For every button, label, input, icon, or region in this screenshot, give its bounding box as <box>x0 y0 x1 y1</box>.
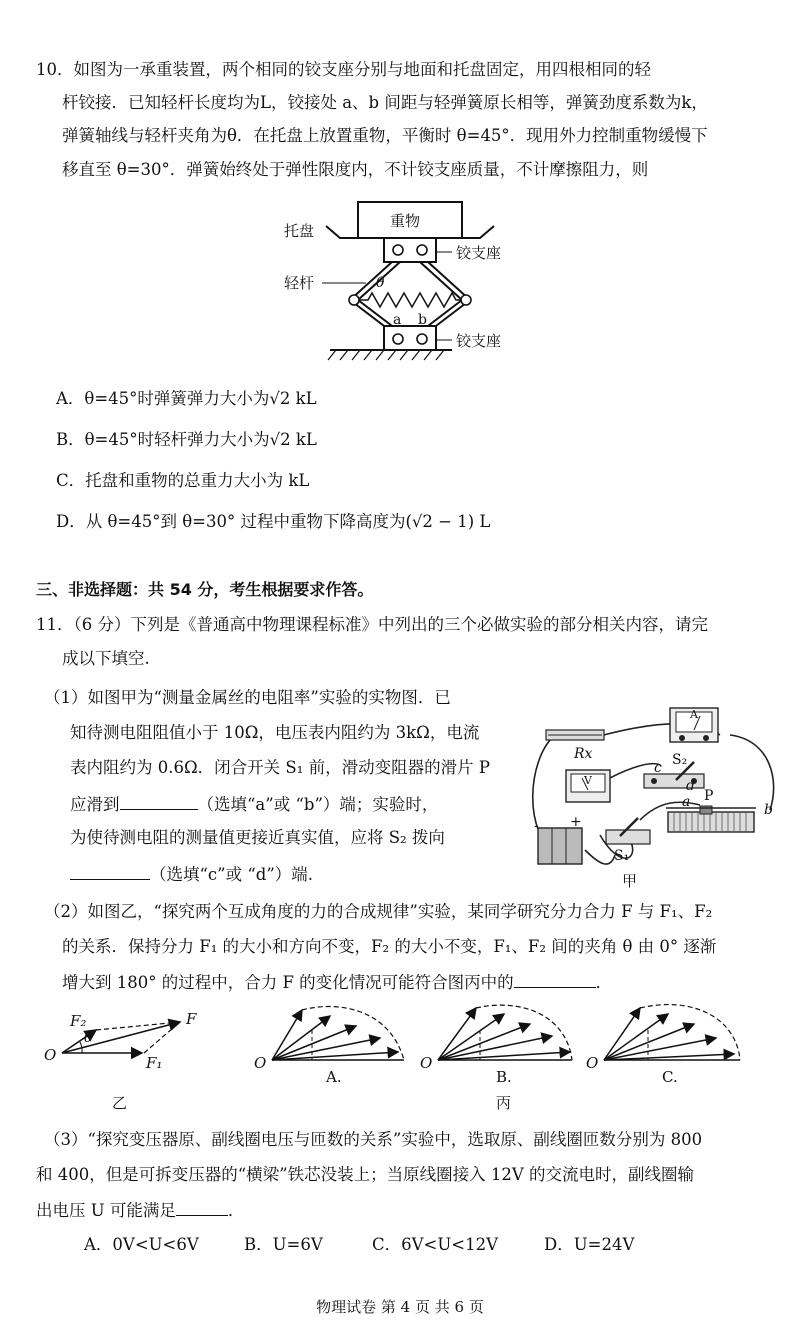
f1-label: F₁ <box>146 1054 163 1072</box>
battery-plus-label: + <box>570 814 582 830</box>
page-footer: 物理试卷 第 4 页 共 6 页 <box>316 1298 484 1316</box>
point-a-label: a <box>393 312 402 328</box>
d-terminal-label: d <box>686 778 695 794</box>
q10-line-2: 杆铰接．已知轻杆长度均为L，铰接处 a、b 间距与轻弹簧原长相等，弹簧劲度系数为k， <box>62 93 708 112</box>
a-end-label: a <box>682 794 691 810</box>
voltmeter-label: V <box>584 774 592 787</box>
q11-p1-line-6-end: （选填“c”或 “d”）端. <box>150 865 314 884</box>
option-c-label: C. <box>662 1068 678 1086</box>
q11-p3-option-c: C．6V<U<12V <box>372 1235 499 1254</box>
q10-option-c: C．托盘和重物的总重力大小为 kL <box>56 471 310 490</box>
q11-p3-end-mark: ． <box>227 1201 245 1220</box>
q11-p2-end-mark: ． <box>595 973 613 992</box>
origin-o-label-yi: O <box>44 1046 57 1064</box>
option-a-label: A. <box>326 1068 342 1086</box>
figure-bing-caption: 丙 <box>496 1094 512 1112</box>
theta-label: θ <box>376 275 385 291</box>
q11-p1-line-4-end: （选填“a”或 “b”）端；实验时， <box>197 795 439 814</box>
rod-label: 轻杆 <box>284 274 315 292</box>
f2-label: F₂ <box>70 1012 87 1030</box>
q11-p2-line-3-text: 增大到 180° 的过程中，合力 F 的变化情况可能符合图丙中的 <box>62 973 514 992</box>
q11-p3-option-d: D．U=24V <box>544 1235 635 1254</box>
section-3-heading: 三、非选择题：共 54 分，考生根据要求作答。 <box>36 580 374 599</box>
q11-p1-line-1: （1）如图甲为“测量金属丝的电阻率”实验的实物图．已 <box>44 688 451 707</box>
q11-p1-line-4-start: 应滑到 <box>70 795 120 814</box>
option-b-label: B. <box>496 1068 512 1086</box>
q10-option-a: A．θ=45°时弹簧弹力大小为√2 kL <box>56 389 317 408</box>
angle-theta-label: θ <box>84 1030 93 1046</box>
q11-p1-line-5: 为使待测电阻的测量值更接近真实值，应将 S₂ 拨向 <box>70 828 445 847</box>
q10-option-b: B．θ=45°时轻杆弹力大小为√2 kL <box>56 430 317 449</box>
answer-blank-4[interactable] <box>176 1197 228 1216</box>
origin-o-label-bing-a: O <box>254 1054 267 1072</box>
q11-p3-option-a: A．0V<U<6V <box>84 1235 199 1254</box>
figure-jia-caption: 甲 <box>622 872 638 890</box>
figure-yi-caption: 乙 <box>112 1094 128 1112</box>
q11-p3-line-3 <box>36 1197 244 1223</box>
weight-label: 重物 <box>390 212 421 230</box>
rx-label: Rx <box>574 746 593 762</box>
hinge-bottom-label: 铰支座 <box>456 332 502 350</box>
q10-option-d: D．从 θ=45°到 θ=30° 过程中重物下降高度为(√2 − 1) L <box>56 512 491 531</box>
origin-o-label-bing-c: O <box>586 1054 599 1072</box>
q11-p1-line-3: 表内阻约为 0.6Ω．闭合开关 S₁ 前，滑动变阻器的滑片 P <box>70 758 490 777</box>
s2-label: S₂ <box>672 752 688 768</box>
q11-p3-line-3-text: 出电压 U 可能满足 <box>36 1201 176 1220</box>
q11-p2-line-1: （2）如图乙，“探究两个互成角度的力的合成规律”实验，某同学研究分力合力 F 与 F₁、F₂ <box>44 902 713 921</box>
q11-p2-line-2: 的关系．保持分力 F₁ 的大小和方向不变，F₂ 的大小不变，F₁、F₂ 间的夹角 θ 由 0° 逐渐 <box>62 937 717 956</box>
q10-line-1: 10．如图为一承重装置，两个相同的铰支座分别与地面和托盘固定，用四根相同的轻 <box>36 60 651 79</box>
s1-label: S₁ <box>614 848 630 864</box>
ammeter-label: A <box>690 708 698 721</box>
c-terminal-label: c <box>654 760 662 776</box>
b-end-label: b <box>764 802 773 818</box>
q11-p1-line-2: 知待测电阻阻值小于 10Ω，电压表内阻约为 3kΩ，电流 <box>70 723 480 742</box>
q11-p3-option-b: B．U=6V <box>244 1235 323 1254</box>
q11-line-2: 成以下填空. <box>62 649 150 668</box>
origin-o-label-bing-b: O <box>420 1054 433 1072</box>
slider-p-label: P <box>704 788 714 804</box>
q10-line-4: 移直至 θ=30°．弹簧始终处于弹性限度内，不计铰支座质量，不计摩擦阻力，则 <box>62 160 649 179</box>
f-label: F <box>186 1010 197 1028</box>
q10-line-3: 弹簧轴线与轻杆夹角为θ．在托盘上放置重物，平衡时 θ=45°．现用外力控制重物缓慢下 <box>62 126 708 145</box>
q11-p3-line-2: 和 400，但是可拆变压器的“横梁”铁芯没装上；当原线圈接入 12V 的交流电时，副线圈输 <box>36 1165 695 1184</box>
q11-line-1: 11．（6 分）下列是《普通高中物理课程标准》中列出的三个必做实验的部分相关内容，请完 <box>36 615 708 634</box>
tray-label: 托盘 <box>284 222 315 240</box>
point-b-label: b <box>418 312 427 328</box>
hinge-top-label: 铰支座 <box>456 244 502 262</box>
battery-minus-label: - <box>534 818 539 834</box>
q11-p3-line-1: （3）“探究变压器原、副线圈电压与匝数的关系”实验中，选取原、副线圈匝数分别为 800 <box>44 1130 703 1149</box>
